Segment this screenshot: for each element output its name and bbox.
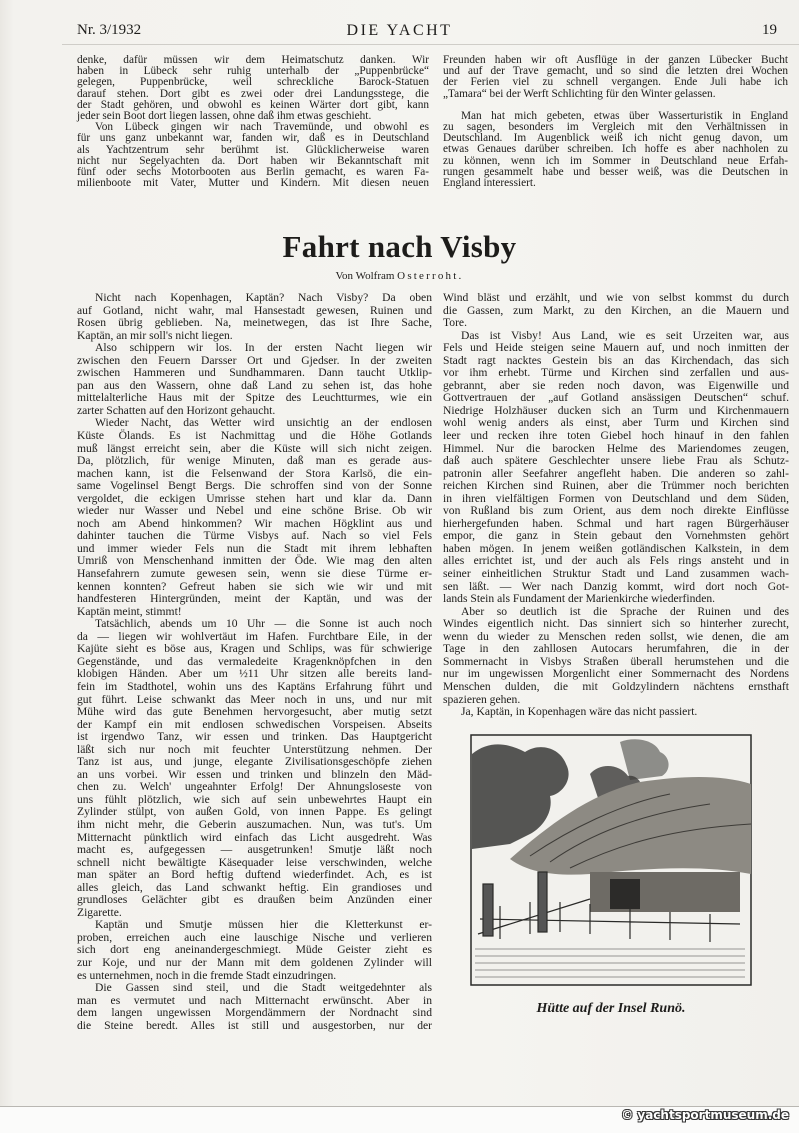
article-title: Fahrt nach Visby: [282, 229, 517, 264]
text-line: hierhergefunden haben. Schmal und hart ragen Bürgerhäuser: [443, 516, 789, 530]
text-line: Fels und Heide steigen seine Mauern auf, und noch inmitten der: [443, 341, 789, 355]
hut-illustration: [470, 734, 752, 986]
figure-caption: Hütte auf der Insel Runö.: [536, 1001, 686, 1016]
text-line: Nicht nach Kopenhagen, Kaptän? Nach Visby? Da oben: [95, 291, 432, 304]
text-line: Rosen übrig geblieben. Na, meinetwegen, das ist Ihre Sache,: [77, 316, 432, 330]
text-line: Sommernacht in Visbys Straßen überall herumstehen und die: [443, 654, 789, 668]
text-line: alles gleich, das Land schwankt heftig. Ein grandioses und: [77, 880, 432, 894]
text-line: denke, dafür müssen wir dem Heimatschutz danken. Wir: [77, 54, 429, 66]
text-line: zwischen den Feuern Darsser Ort und Gjedser. In der zweiten: [77, 353, 432, 367]
copyright-watermark: © yachtsportmuseum.de: [621, 1108, 789, 1122]
text-line: rungen gesammelt habe und besser weiß, was die Deutschen in: [443, 165, 788, 178]
text-line: Ja, Kaptän, in Kopenhagen wäre das nicht passiert.: [461, 705, 698, 719]
text-line: wohl wenig anders als einst, aber Turm und Kirchen sind: [443, 416, 789, 430]
text-line: und immer wieder Fels nun die Stadt mit ihrem lebhaften: [77, 541, 432, 555]
text-line: die Steine beredt. Alles ist still und ausgestorben, nur der: [77, 1018, 432, 1032]
issue-number: Nr. 3/1932: [77, 22, 142, 38]
text-line: grundloses Gelächter gibt es draußen beim Anzünden einer: [77, 893, 432, 907]
text-line: Von Lübeck gingen wir nach Travemünde, und obwohl es: [95, 121, 429, 134]
text-line: Windes eigentlich nicht. Das sinniert sich so hinterher zurecht,: [443, 617, 789, 631]
text-line: ihm nicht mehr, die Geberin auszumachen. Nun, was tut's. Um: [77, 817, 432, 831]
text-line: läßt sich nur noch mit feuchter Unterstützung nehmen. Der: [77, 742, 432, 756]
text-line: ist irgendwo Tanz, wir essen und trinken. Das Hauptgericht: [77, 730, 432, 744]
text-line: gebrannt, aber sie reden noch davon, was Eigenwille und: [443, 378, 789, 392]
paragraph: [77, 982, 432, 1032]
text-line: sich dort eng aneinandergeschmiegt. Müde Geister zieht es: [77, 943, 432, 957]
text-line: Da, plötzlich, für wenige Minuten, daß man es gerade aus-: [77, 454, 432, 468]
text-line: zur Koje, und nur der Mann mit dem goldenen Zylinder will: [77, 955, 432, 969]
text-line: darauf stehen. Dort gibt es zwei oder drei Landungsstege, die: [77, 87, 429, 100]
text-line: zarter Schatten auf den Horizont gehaucht.: [77, 403, 276, 417]
paragraph: [77, 122, 429, 189]
text-line: in ihren vielfältigen Formen von Deutschland und dem Süden,: [443, 491, 789, 505]
paragraph: [77, 919, 432, 982]
text-line: seiner einheitlichen Struktur Stadt und Land zusammen wach-: [443, 567, 789, 581]
text-line: Tanz ist aus, und junge, elegante Zivilisationsgeschöpfe ziehen: [77, 755, 432, 769]
text-line: Gottvertrauen der „auf Gotland ansässigen Deutschen“ schuf.: [443, 391, 789, 405]
text-line: same Vogelinsel Bengt Bergs. Die schroffen sind von der Sonne: [77, 479, 432, 493]
text-line: man später an Bord heftig duftend wiederfindet. Ach, es ist: [77, 868, 432, 882]
paragraph: [77, 55, 429, 122]
text-line: dahinter tauchen die Türme Visbys auf. Nach so viel Fels: [77, 529, 432, 543]
text-line: haben in Lübeck sehr ruhig unterhalb der „Puppenbrücke“: [77, 65, 429, 78]
text-line: alles errichtet ist, und der auch als Fels rings ansteht und in: [443, 554, 789, 568]
text-line: daß auch spätere Geschlechter unsere liebe Frau als Schutz-: [443, 454, 789, 468]
article-right-column: [443, 292, 789, 719]
text-line: leer und recken ihre toten Giebel hoch hinauf in den fahlen: [443, 429, 789, 443]
paragraph: [443, 330, 789, 606]
text-line: sen läßt. — Wer nach Danzig kommt, wird dort noch Got-: [443, 579, 789, 593]
text-line: Das ist Visby! Aus Land, wie es seit Urzeiten war, aus: [461, 328, 789, 342]
byline-author: Osterroht.: [397, 270, 464, 282]
text-line: an uns vorbei. Wir essen und trinken und blinzeln den Mäd-: [77, 767, 432, 781]
text-line: vor ihm erhebt. Türme und Kirchen sind zerfallen und aus-: [443, 366, 789, 380]
text-line: nicht nur Segelyachten da. Dort haben wir Bekanntschaft mit: [77, 154, 429, 167]
text-line: Tage in den zahllosen Autocars herumfahren, die in der: [443, 642, 789, 656]
text-line: es unternehmen, noch in die fremde Stadt einzudringen.: [77, 968, 337, 982]
text-line: Hansefahrern zumute gewesen sein, wenn sie diese Türme er-: [77, 567, 432, 581]
paragraph: [443, 292, 789, 330]
text-line: lands Stein als Fundament der Marienkirche wiederfinden.: [443, 592, 716, 606]
text-line: Wind bläst und erzählt, und wie von selbst kommst du durch: [443, 291, 789, 304]
text-line: und auf der Trave gemacht, und so sind die letzten drei Wochen: [443, 65, 788, 78]
header-rule: [62, 44, 799, 45]
text-line: gelegen, Puppenbrücke, weil schreckliche Barock-Statuen: [77, 76, 429, 89]
text-line: Die Gassen sind steil, und die Stadt weitgedehnter als: [95, 981, 432, 995]
previous-article-left-column: [77, 55, 429, 189]
paragraph: [77, 618, 432, 919]
text-line: chen zu. Welch' ungeahnter Erfolg! Der Ahnungsloseste von: [77, 780, 432, 794]
text-line: haben mögen. In jenem weißen gotländischen Kalkstein, in dem: [443, 541, 789, 555]
text-line: Zigarette.: [77, 905, 122, 919]
hut-wall: [590, 872, 740, 912]
text-line: Zylinder stülpt, von außen Gold, von innen Pappe. Es gelingt: [77, 805, 432, 819]
text-line: auf Gotland, nicht wahr, mal Hansestadt gewesen, Ruinen und: [77, 303, 432, 317]
text-line: muß längst erreicht sein, aber die Küste will sich nicht zeigen.: [77, 441, 432, 455]
text-line: Kaptän und Smutje müssen hier die Kletterkunst er-: [95, 918, 432, 932]
paragraph: [77, 417, 432, 618]
text-line: vergoldet, die eckigen Umrisse stehen hart und klar da. Dann: [77, 491, 432, 505]
text-line: Mitternacht pünktlich wird einfach das Licht ausgedreht. Was: [77, 830, 432, 844]
text-line: proben, erreichen auch eine lauschige Nische und verlieren: [77, 930, 432, 944]
text-line: Tatsächlich, abends um 10 Uhr — die Sonne ist auch noch: [95, 617, 432, 631]
text-line: Aber so deutlich ist die Sprache der Ruinen und des: [461, 604, 789, 618]
text-line: Gegenstände, und das vermaledeite Kragenknöpfchen in den: [77, 654, 432, 668]
text-line: pan aus den Wassern, ohne daß Land zu sehen ist, das hohe: [77, 378, 432, 392]
text-line: Menschen dulden, die mit Goldzylindern nächtens ernsthaft: [443, 679, 789, 693]
text-line: dem langen ungewissen Morgendämmern der Nordnacht sind: [77, 1006, 432, 1020]
text-line: Himmel. Nur die barocken Helme des Mariendomes zeugen,: [443, 441, 789, 455]
paragraph: [443, 55, 788, 100]
text-line: noch am Abend hinkommen? Wir machen Högklint aus und: [77, 516, 432, 530]
article-left-column: [77, 292, 432, 1032]
text-line: jeder sein Boot dort liegen lassen, ohne daß ihm etwas geschieht.: [77, 110, 372, 123]
text-line: Umriß von Menschenhand inmitten der Öde. Wie mag den alten: [77, 554, 432, 568]
text-line: patronin aller Seefahrer angefleht haben. Die anderen so zahl-: [443, 466, 789, 480]
text-line: etwas Genaues darüber schreiben. Ich hoffe es aber nachholen zu: [443, 143, 788, 156]
text-line: „Tamara“ bei der Werft Schlichting für den Winter gelassen.: [443, 87, 716, 100]
text-line: der Ferien viel zu schnell vergangen. Ende Juli habe ich: [443, 76, 788, 89]
text-line: Kajüte sieht es böse aus, Kragen und Schlips, was für schwierige: [77, 642, 432, 656]
text-line: von Rußland bis zum Orient, aus dem noch direkte Einflüsse: [443, 504, 789, 518]
text-line: klobigen Händen. Aber um ½11 Uhr sitzen alle bereits land-: [77, 667, 432, 681]
text-line: zwischen Hammeren und Sundhammaren. Dann taucht Utklip-: [77, 366, 432, 380]
text-line: Tore.: [443, 316, 467, 330]
text-line: Niedrige Holzhäuser ducken sich an Turm und Kirchenmauern: [443, 403, 789, 417]
article-byline: [0, 270, 799, 282]
paragraph: [443, 111, 788, 189]
paragraph: [77, 292, 432, 342]
text-line: man es vermutet und nach Mitternacht erwünscht. Aber in: [77, 993, 432, 1007]
previous-article-right-column: [443, 55, 788, 189]
text-line: fünf oder sechs Motorbooten aus Berlin gemacht, es waren Fa-: [77, 166, 429, 179]
page-number: 19: [762, 22, 777, 38]
text-line: empor, die ganz in Stein gebaut den Vornehmsten gehört: [443, 529, 789, 543]
text-line: Wieder Nacht, das Wetter wird unsichtig an der endlosen: [95, 416, 432, 430]
text-line: handfesteren Hintergründen, meint der Kaptän, und was der: [77, 592, 432, 606]
text-line: macht es, aufgegessen — ausgetrunken! Smutje läßt noch: [77, 843, 432, 857]
text-line: gut führt. Leise schwankt das Meer noch in uns, und nur mit: [77, 692, 432, 706]
text-line: mittelalterliche Haus mit der Spitze des Leuchtturmes, wie ein: [77, 391, 432, 405]
text-line: Mühe wird das gute Benehmen hervorgesucht, aber mutig setzt: [77, 705, 432, 719]
text-line: wieder nur Wasser und Nebel und eine schöne Brise. Ob wir: [77, 504, 432, 518]
text-line: schnell nicht bewältigte Käsequader leise verschwinden, welche: [77, 855, 432, 869]
text-line: uns fühlt plötzlich, wie sich auf sein unbewehrtes Haupt ein: [77, 792, 432, 806]
text-line: England interessiert.: [443, 177, 536, 190]
paragraph: [443, 706, 789, 719]
text-line: Kaptän, an mir soll's nicht liegen.: [77, 328, 233, 342]
text-line: milienboote mit Vater, Mutter und Kindern. Mit diesen neuen: [77, 177, 429, 190]
text-line: zu sagen, besonders im Vergleich mit den Verhältnissen in: [443, 121, 788, 134]
text-line: Stadt ragt nacktes Gestein bis an das Kirchendach, das sich: [443, 353, 789, 367]
text-line: da — liegen wir wohlvertäut im Hafen. Furchtbare Eile, in der: [77, 629, 432, 643]
text-line: wenn du wieder zu Menschen reden sollst, wie denen, die am: [443, 629, 789, 643]
text-line: Man hat mich gebeten, etwas über Wasserturistik in England: [461, 109, 788, 122]
text-line: für uns ganz unbekannt war, fanden wir, daß es in Deutschland: [77, 132, 429, 145]
text-line: die Gassen, zum Markt, zu den Kirchen, an die Mauern und: [443, 303, 789, 317]
byline-prefix: Von Wolfram: [335, 270, 395, 282]
text-line: zu können, wenn ich im Sommer in Deutschland neue Erfah-: [443, 154, 788, 167]
text-line: Also schippern wir los. In der ersten Nacht liegen wir: [95, 341, 432, 355]
text-line: der Stadt gehören, und obwohl es keinen Wärter dort gibt, kann: [77, 98, 429, 111]
text-line: reichen Kirchen sind Ruinen, aber die Trümmer noch berichten: [443, 479, 789, 493]
text-line: Küste Ölands. Es ist Nachmittag und die Höhe Gotlands: [77, 429, 432, 443]
text-line: machen kann, ist die Felsenwand der Stora Karlsö, die ein-: [77, 466, 432, 480]
text-line: Deutschland. Im Augenblick weiß ich nicht genug davon, um: [443, 132, 788, 145]
text-line: nur im ungewissen Morgenlicht einer Sommernacht des Nordens: [443, 667, 789, 681]
magazine-title: DIE YACHT: [346, 22, 453, 39]
paragraph: [443, 606, 789, 706]
text-line: als Yachtzentrum sehr berühmt ist. Glücklicherweise waren: [77, 143, 429, 156]
text-line: Kaptän meint, stimmt!: [77, 604, 182, 618]
text-line: fein im Stadthotel, wohin uns des Kaptäns Erfahrung führt und: [77, 679, 432, 693]
text-line: spazieren gehen.: [443, 692, 521, 706]
text-line: der Kampf ein mit endlosen schwedischen Vorspeisen. Abseits: [77, 717, 432, 731]
text-line: kennen konnten? Gefreut haben sie sich wie wir und mit: [77, 579, 432, 593]
paragraph: [77, 342, 432, 417]
text-line: Freunden haben wir oft Ausflüge in der ganzen Lübecker Bucht: [443, 54, 788, 66]
